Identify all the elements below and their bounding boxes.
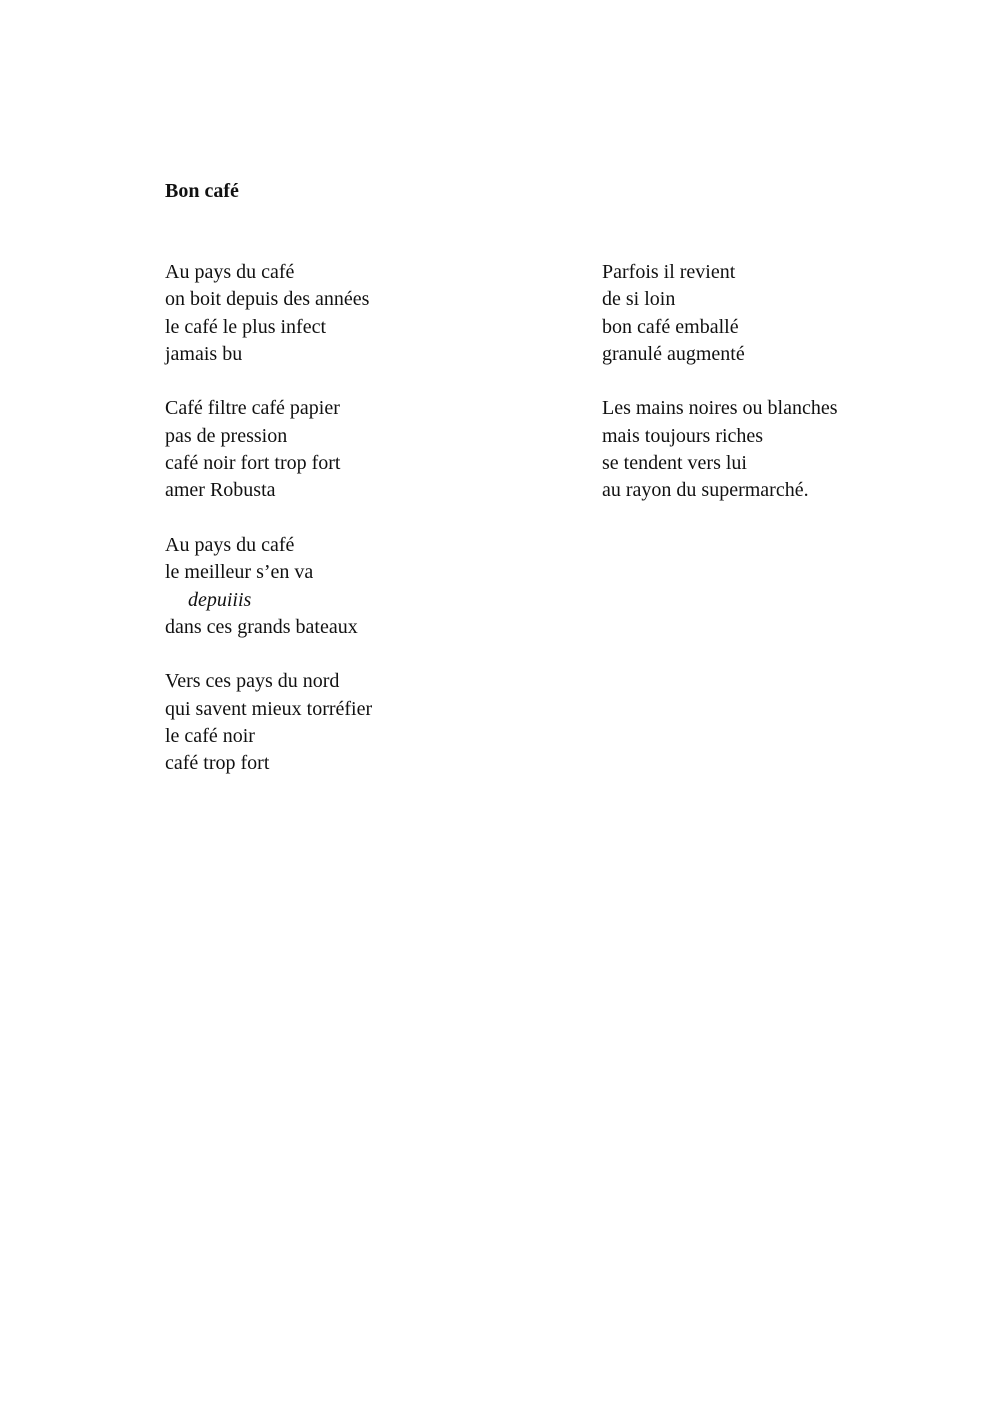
poem-line: de si loin <box>602 288 676 311</box>
stanza <box>165 532 372 641</box>
poem-line: bon café emballé <box>602 315 739 338</box>
poem-column-right <box>602 259 838 532</box>
stanza <box>602 259 838 368</box>
poem-line: Parfois il revient <box>602 261 736 283</box>
poem-line: pas de pression <box>165 424 288 447</box>
poem-line: le café le plus infect <box>165 315 327 338</box>
stanza <box>165 668 372 777</box>
poem-line: café trop fort <box>165 752 270 775</box>
poem-line: le meilleur s’en va <box>165 561 314 584</box>
poem-line: café noir fort trop fort <box>165 452 341 475</box>
poem-line: dans ces grands bateaux <box>165 615 358 638</box>
poem-line: Café filtre café papier <box>165 397 340 420</box>
poem-line: au rayon du supermarché. <box>602 479 809 502</box>
poem-line: Les mains noires ou blanches <box>602 397 838 420</box>
poem-line: granulé augmenté <box>602 342 745 365</box>
poem-line: jamais bu <box>165 342 243 365</box>
stanza <box>165 395 372 504</box>
poem-column-left <box>165 259 372 805</box>
poem-line: mais toujours riches <box>602 424 764 447</box>
poem-line: qui savent mieux torréfier <box>165 697 373 720</box>
poem-line: Vers ces pays du nord <box>165 670 340 693</box>
poem-line: amer Robusta <box>165 479 276 502</box>
poem-line: se tendent vers lui <box>602 452 747 475</box>
poem-line: Au pays du café <box>165 261 295 283</box>
poem-line: Au pays du café <box>165 533 295 556</box>
poem-line: le café noir <box>165 725 255 748</box>
poem-line: on boit depuis des années <box>165 288 370 311</box>
stanza <box>602 395 838 504</box>
stanza <box>165 259 372 368</box>
poem-line-italic-indented: depuiiis <box>188 588 252 611</box>
poem-title: Bon café <box>165 180 239 202</box>
